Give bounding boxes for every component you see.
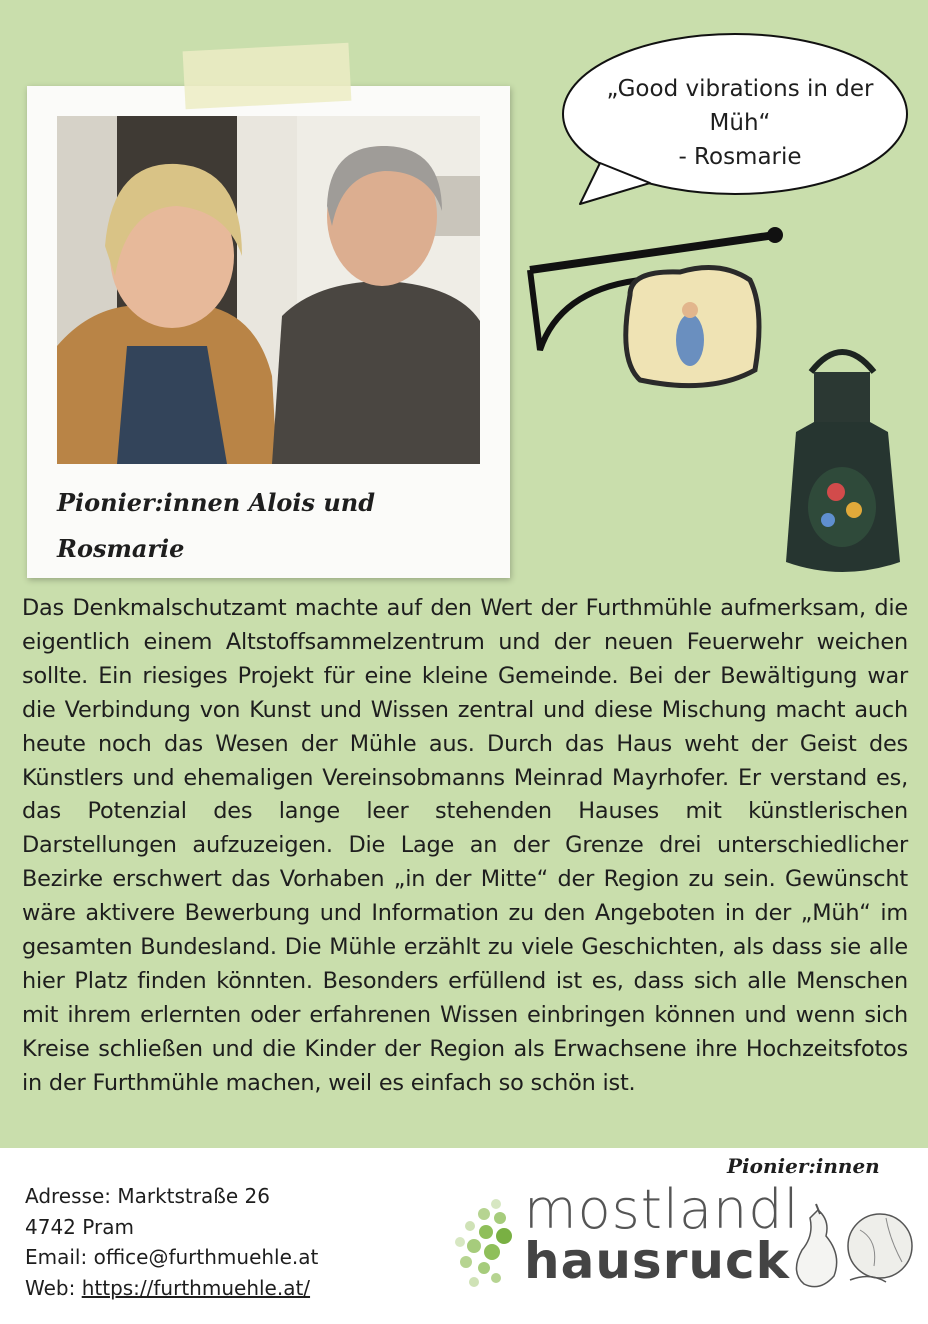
quote-attribution: - Rosmarie bbox=[678, 144, 802, 170]
web-label: Web: bbox=[25, 1275, 82, 1300]
email-line: Email: office@furthmuehle.at bbox=[25, 1245, 319, 1269]
quote-line: Müh“ bbox=[709, 110, 771, 136]
website-link[interactable]: https://furthmuehle.at/ bbox=[81, 1275, 311, 1300]
fruit-sketch-icon bbox=[790, 1200, 920, 1292]
logo-dots-icon bbox=[452, 1198, 514, 1288]
caption-line: Pionier:innen Alois und bbox=[57, 488, 376, 517]
quote-text bbox=[580, 72, 900, 174]
logo-wordmark-top: mostlandl bbox=[524, 1178, 800, 1241]
milk-can-illustration bbox=[776, 332, 908, 582]
inn-sign-illustration bbox=[520, 210, 790, 410]
city-line: 4742 Pram bbox=[25, 1214, 134, 1239]
body-paragraph: Das Denkmalschutzamt machte auf den Wert der Furthmühle aufmerksam, die eigentlich einem Altstoffsammelzentrum und der neuen Feuerwehr weichen sollte. Ein riesiges Projekt für eine kleine Gemeinde. Bei der Bewältigung war die Verbindung von Kunst und Wissen zentral und diese Mischung macht auch heute noch das Wesen der Mühle aus. Durch das Haus weht der Geist des Künstlers und ehemaligen Vereinsobmanns Meinrad Mayrhofer. Er verstand es, das Potenzial des lange leer stehenden Hauses mit künstlerischen Darstellungen aufzuzeigen. Die Lage an der Grenze drei unterschiedlicher Bezirke erschwert das Vorhaben „in der Mitte“ der Region zu sein. Gewünscht wäre aktivere Bewerbung und Information zu den Angeboten in der „Müh“ im gesamten Bundesland. Die Mühle erzählt zu viele Geschichten, als dass sie alle hier Platz finden könnten. Besonders erfüllend ist es, dass sich alle Menschen mit ihrem erlernten oder erfahrenen Wissen einbringen können und wenn sich Kreise schließen und die Kinder der Region als Erwachsene ihre Hochzeitsfotos in der Furthmühle machen, weil es einfach so schön ist. bbox=[22, 595, 908, 1096]
address-line: Adresse: Marktstraße 26 bbox=[25, 1184, 270, 1208]
web-line bbox=[25, 1273, 318, 1304]
caption-line: Rosmarie bbox=[57, 534, 185, 563]
quote-line: „Good vibrations in der bbox=[606, 76, 874, 102]
portrait-photo bbox=[57, 116, 480, 464]
tape-strip bbox=[183, 43, 352, 110]
contact-block bbox=[25, 1181, 318, 1303]
brand-tag: Pionier:innen bbox=[727, 1154, 880, 1178]
logo-wordmark-bottom: hausruck bbox=[524, 1232, 790, 1290]
photo-caption bbox=[57, 480, 477, 572]
